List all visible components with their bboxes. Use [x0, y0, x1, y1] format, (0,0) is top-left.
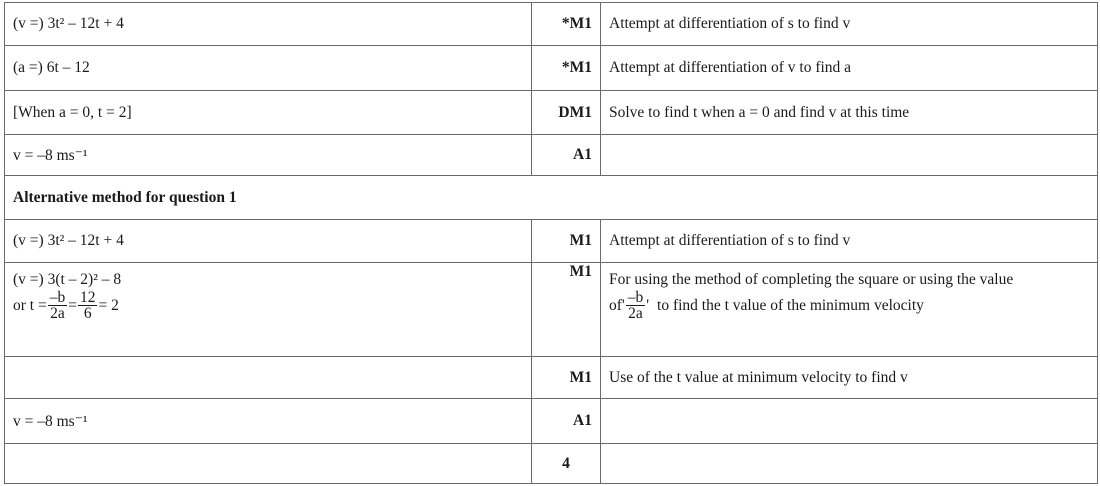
- working-cell: (v =) 3t² – 12t + 4: [5, 220, 532, 263]
- working-cell: (v =) 3t² – 12t + 4: [5, 3, 532, 46]
- total-row: [5, 444, 1098, 484]
- fraction-denominator: 6: [83, 305, 92, 322]
- guidance-line-2: [609, 290, 1097, 321]
- table-row: [5, 220, 1098, 263]
- section-heading-row: [5, 176, 1098, 220]
- mark-cell: A1: [532, 135, 601, 176]
- fraction-numerator: –b: [627, 289, 644, 306]
- working-cell: [5, 444, 532, 484]
- mark-cell: DM1: [532, 91, 601, 135]
- table-row: [5, 135, 1098, 176]
- fraction: [48, 290, 68, 321]
- table-row: [5, 357, 1098, 399]
- working-line-1: (v =) 3(t – 2)² – 8: [13, 271, 122, 288]
- working-suffix: = 2: [98, 296, 119, 314]
- working-line-2: [13, 290, 531, 321]
- equals-sign: =: [68, 296, 77, 314]
- fraction-denominator: 2a: [628, 305, 643, 322]
- fraction-numerator: 12: [79, 289, 96, 306]
- mark-cell: M1: [532, 220, 601, 263]
- mark-cell: M1: [532, 357, 601, 399]
- guidance-cell: Solve to find t when a = 0 and find v at this time: [601, 91, 1098, 135]
- fraction: [78, 290, 98, 321]
- mark-cell: *M1: [532, 3, 601, 46]
- working-cell: [5, 263, 532, 357]
- guidance-cell: [601, 399, 1098, 444]
- working-cell: [5, 357, 532, 399]
- table-row: [5, 46, 1098, 91]
- guidance-cell: Use of the t value at minimum velocity to find v: [601, 357, 1098, 399]
- total-marks-cell: 4: [532, 444, 601, 484]
- open-quote: ': [621, 296, 625, 314]
- table-row: [5, 3, 1098, 46]
- working-cell: [When a = 0, t = 2]: [5, 91, 532, 135]
- working-cell: v = –8 ms⁻¹: [5, 135, 532, 176]
- fraction-numerator: –b: [49, 289, 66, 306]
- working-cell: (a =) 6t – 12: [5, 46, 532, 91]
- guidance-cell: [601, 263, 1098, 357]
- fraction: [626, 290, 646, 321]
- guidance-prefix: of: [609, 296, 622, 314]
- mark-cell: A1: [532, 399, 601, 444]
- working-prefix: or t =: [13, 296, 47, 314]
- table-row: [5, 399, 1098, 444]
- guidance-cell: [601, 135, 1098, 176]
- table-row: [5, 263, 1098, 357]
- guidance-cell: Attempt at differentiation of s to find v: [601, 3, 1098, 46]
- guidance-cell: Attempt at differentiation of s to find v: [601, 220, 1098, 263]
- guidance-cell: [601, 444, 1098, 484]
- close-quote: ': [646, 296, 650, 314]
- alternative-method-heading: Alternative method for question 1: [5, 176, 1098, 220]
- working-cell: v = –8 ms⁻¹: [5, 399, 532, 444]
- guidance-cell: Attempt at differentiation of v to find a: [601, 46, 1098, 91]
- fraction-denominator: 2a: [50, 305, 65, 322]
- guidance-line-1: For using the method of completing the square or using the value: [609, 271, 1014, 288]
- table-row: [5, 91, 1098, 135]
- mark-cell: *M1: [532, 46, 601, 91]
- mark-scheme-table: [4, 2, 1098, 484]
- guidance-suffix: to find the t value of the minimum velocity: [657, 296, 924, 314]
- mark-cell: M1: [532, 263, 601, 357]
